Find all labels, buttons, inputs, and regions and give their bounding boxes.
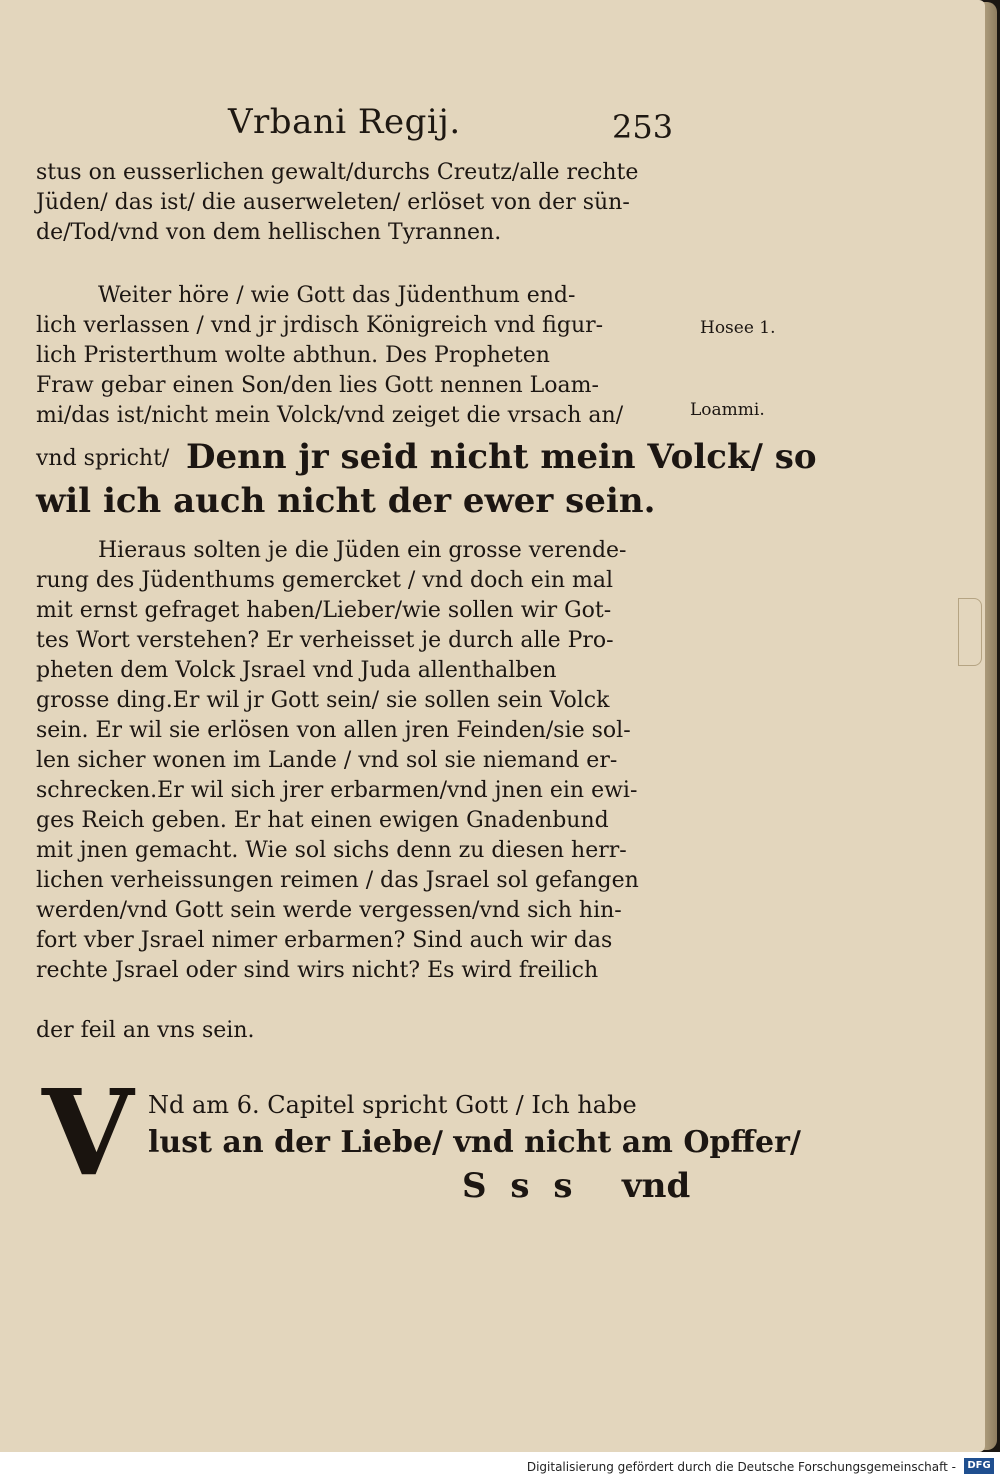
- running-header: Vrbani Regij.: [228, 102, 461, 142]
- text-line: tes Wort verstehen? Er verheisset je durch alle Pro-: [36, 628, 614, 653]
- text-line: len sicher wonen im Lande / vnd sol sie niemand er-: [36, 748, 618, 773]
- text-line: vnd spricht/: [36, 446, 170, 471]
- page-number: 253: [612, 108, 674, 146]
- digitization-footer: [0, 1452, 1000, 1481]
- footer-credit: Digitalisierung gefördert durch die Deutsche Forschungsgemeinschaft -: [526, 1460, 956, 1474]
- margin-note-loammi: Loammi.: [690, 400, 765, 420]
- text-line: sein. Er wil sie erlösen von allen jren Feinden/sie sol-: [36, 718, 631, 743]
- section-line: Nd am 6. Capitel spricht Gott / Ich habe: [148, 1091, 637, 1119]
- text-line: mi/das ist/nicht mein Volck/vnd zeiget die vrsach an/: [36, 403, 624, 428]
- text-line: lich verlassen / vnd jr jrdisch Königreich vnd figur-: [36, 313, 604, 338]
- section-line: lust an der Liebe/ vnd nicht am Opffer/: [148, 1125, 801, 1160]
- dfg-logo: DFG: [964, 1458, 994, 1474]
- signature-mark: S s s: [462, 1166, 579, 1206]
- text-line: de/Tod/vnd von dem hellischen Tyrannen.: [36, 220, 502, 245]
- emphasis-line: Denn jr seid nicht mein Volck/ so: [186, 437, 817, 477]
- margin-note-hosea: Hosee 1.: [700, 318, 776, 338]
- text-line: rechte Jsrael oder sind wirs nicht? Es wird freilich: [36, 958, 599, 983]
- text-line: Weiter höre / wie Gott das Jüdenthum end-: [98, 283, 576, 308]
- text-line: fort vber Jsrael nimer erbarmen? Sind auch wir das: [36, 928, 613, 953]
- text-line: Fraw gebar einen Son/den lies Gott nennen Loam-: [36, 373, 599, 398]
- text-line: grosse ding.Er wil jr Gott sein/ sie sollen sein Volck: [36, 688, 610, 713]
- text-line: der feil an vns sein.: [36, 1018, 255, 1043]
- text-line: lichen verheissungen reimen / das Jsrael sol gefangen: [36, 868, 639, 893]
- page-tab-marker: [958, 598, 982, 666]
- emphasis-line: wil ich auch nicht der ewer sein.: [36, 481, 656, 521]
- text-line: pheten dem Volck Jsrael vnd Juda allenthalben: [36, 658, 557, 683]
- text-line: lich Pristerthum wolte abthun. Des Propheten: [36, 343, 550, 368]
- text-line: Jüden/ das ist/ die auserweleten/ erlöset von der sün-: [36, 190, 630, 215]
- text-line: ges Reich geben. Er hat einen ewigen Gnadenbund: [36, 808, 609, 833]
- text-line: mit ernst gefraget haben/Lieber/wie sollen wir Got-: [36, 598, 612, 623]
- text-line: werden/vnd Gott sein werde vergessen/vnd sich hin-: [36, 898, 622, 923]
- text-line: stus on eusserlichen gewalt/durchs Creutz/alle rechte: [36, 160, 639, 185]
- drop-capital: V: [42, 1063, 134, 1202]
- text-line: schrecken.Er wil sich jrer erbarmen/vnd jnen ein ewi-: [36, 778, 638, 803]
- catchword: vnd: [622, 1166, 691, 1206]
- text-line: rung des Jüdenthums gemercket / vnd doch ein mal: [36, 568, 614, 593]
- text-line: mit jnen gemacht. Wie sol sichs denn zu diesen herr-: [36, 838, 627, 863]
- text-line: Hieraus solten je die Jüden ein grosse verende-: [98, 538, 627, 563]
